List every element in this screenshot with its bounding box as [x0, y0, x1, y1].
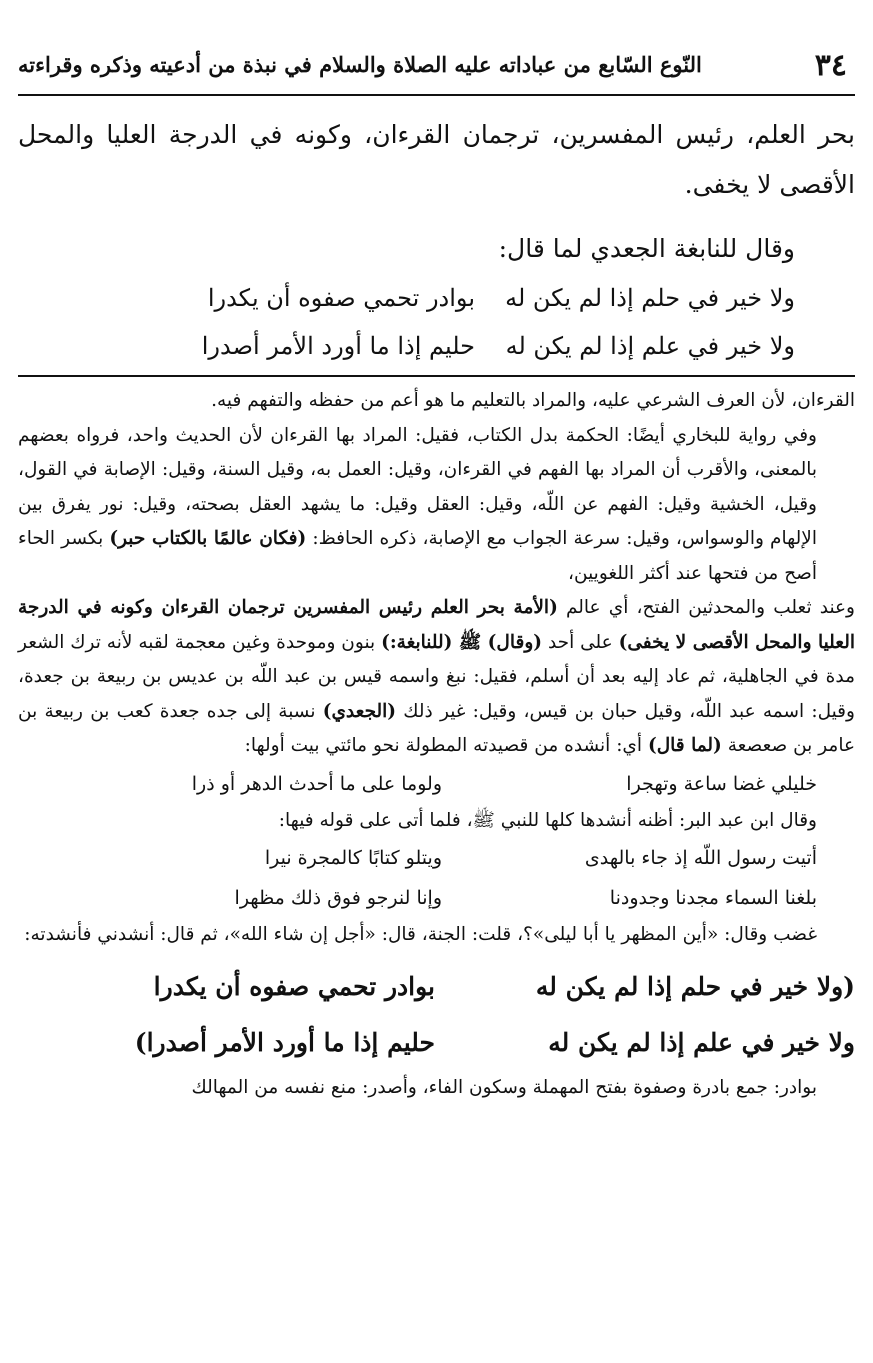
commentary-bold: (وقال) ﷺ (للنابغة:) — [381, 631, 543, 653]
verse-second-hemistich: ويتلو كتابًا كالمجرة نيرا — [264, 847, 442, 869]
verse-second-hemistich: بوادر تحمي صفوه أن يكدرا — [207, 284, 475, 312]
poem-verse — [18, 878, 855, 918]
verse-second-hemistich: بوادر تحمي صفوه أن يكدرا — [153, 971, 435, 1001]
running-title: النّوع السّابع من عباداته عليه الصلاة والسلام في نبذة من أدعيته وذكره وقراءته — [18, 52, 702, 77]
verse-second-hemistich: وإنا لنرجو فوق ذلك مظهرا — [234, 887, 442, 909]
poem-verse — [18, 764, 855, 804]
commentary-text: أي: أنشده من قصيدته المطولة نحو مائتي بيت أولها: — [244, 735, 643, 756]
poem-verse — [18, 838, 855, 878]
commentary-paragraph — [18, 591, 855, 764]
bold-verse — [18, 959, 855, 1015]
commentary-bold: (الجعدي) — [322, 700, 397, 722]
verse-first-hemistich: خليلي غضا ساعة وتهجرا — [626, 772, 817, 795]
commentary-paragraph: بوادر: جمع بادرة وصفوة بفتح المهملة وسكون الفاء، وأصدر: منع نفسه من المهالك — [191, 1076, 817, 1098]
verse-first-hemistich: أتيت رسول اللّه إذ جاء بالهدى — [584, 847, 817, 869]
commentary-text: بنون وموحدة وغين معجمة لقبه لأنه ترك الشعر مدة في الجاهلية، ثم عاد إليه بعد أن أسلم، فقيل: نبغ واسمه قيس بن عبد اللّه بن عديس بن ربيعة بن جعدة، وقيل: اسمه عبد اللّه، وقيل حبان بن قيس، وقيل: غير ذلك — [18, 631, 855, 722]
commentary-paragraph: غضب وقال: «أين المظهر يا أبا ليلى»؟، قلت: الجنة، قال: «أجل إن شاء الله»، ثم قال: أنشدني فأنشدته: — [24, 924, 817, 945]
verse-first-hemistich: ولا خير في حلم إذا لم يكن له — [505, 284, 795, 312]
verse-first-hemistich: ولا خير في علم إذا لم يكن له — [505, 332, 795, 360]
main-text — [18, 110, 855, 370]
commentary-text: وفي رواية للبخاري أيضًا: الحكمة بدل الكتاب، فقيل: المراد بها القرءان لأن الحديث واحد، فرواه بعضهم بالمعنى، والأقرب أن المراد بها الفهم في القرءان، وقيل: العمل به، وقيل السنة، وقيل: الإصابة في القول، وقيل، الخشية وقيل: الفهم عن اللّه، وقيل: العقل وقيل: ما يشهد العقل بصحته، وقيل: نور يفرق بين الإلهام والوسواس، وقيل: سرعة الجواب مع الإصابة، ذكره الحافظ: — [18, 424, 817, 549]
footnote-divider — [18, 375, 855, 377]
verse-line — [18, 274, 855, 322]
commentary-paragraph — [18, 419, 855, 592]
commentary-bold: (الأمة بحر العلم رئيس المفسرين ترجمان القرءان وكونه في الدرجة العليا والمحل الأقصى لا يخفى) — [18, 597, 856, 653]
commentary — [18, 384, 855, 1105]
verse-first-hemistich: بلغنا السماء مجدنا وجدودنا — [609, 887, 817, 909]
commentary-bold: (لما قال) — [647, 735, 722, 756]
commentary-paragraph: وقال ابن عبد البر: أظنه أنشدها كلها للنبي ﷺ، فلما أتى على قوله فيها: — [278, 809, 817, 831]
verse-second-hemistich: حليم إذا ما أورد الأمر أصدرا) — [134, 1027, 435, 1057]
commentary-bold: (فكان عالمًا بالكتاب حبر) — [109, 528, 307, 549]
verse-intro: وقال للنابغة الجعدي لما قال: — [498, 234, 795, 263]
commentary-text: على أحد — [547, 631, 613, 653]
commentary-text: بكسر الحاء أصح من فتحها عند أكثر اللغويين، — [18, 528, 817, 584]
verse-first-hemistich: ولا خير في علم إذا لم يكن له — [548, 1027, 855, 1057]
main-paragraph: بحر العلم، رئيس المفسرين، ترجمان القرءان، وكونه في الدرجة العليا والمحل الأقصى لا يخفى. — [18, 120, 855, 199]
verse-first-hemistich: (ولا خير في حلم إذا لم يكن له — [535, 971, 855, 1001]
verse-line — [18, 322, 855, 370]
commentary-text: نسبة إلى جده جعدة كعب بن ربيعة بن عامر بن صعصعة — [18, 700, 855, 756]
verse-second-hemistich: ولوما على ما أحدث الدهر أو ذرا — [191, 772, 442, 795]
commentary-paragraph: القرءان، لأن العرف الشرعي عليه، والمراد بالتعليم ما هو أعم من حفظه والتفهم فيه. — [211, 390, 855, 411]
verse-second-hemistich: حليم إذا ما أورد الأمر أصدرا — [201, 332, 475, 360]
bold-verse — [18, 1015, 855, 1071]
page-header — [18, 44, 855, 96]
page-number: ٣٤ — [814, 48, 847, 83]
commentary-text: وعند ثعلب والمحدثين الفتح، أي عالم — [565, 597, 855, 618]
